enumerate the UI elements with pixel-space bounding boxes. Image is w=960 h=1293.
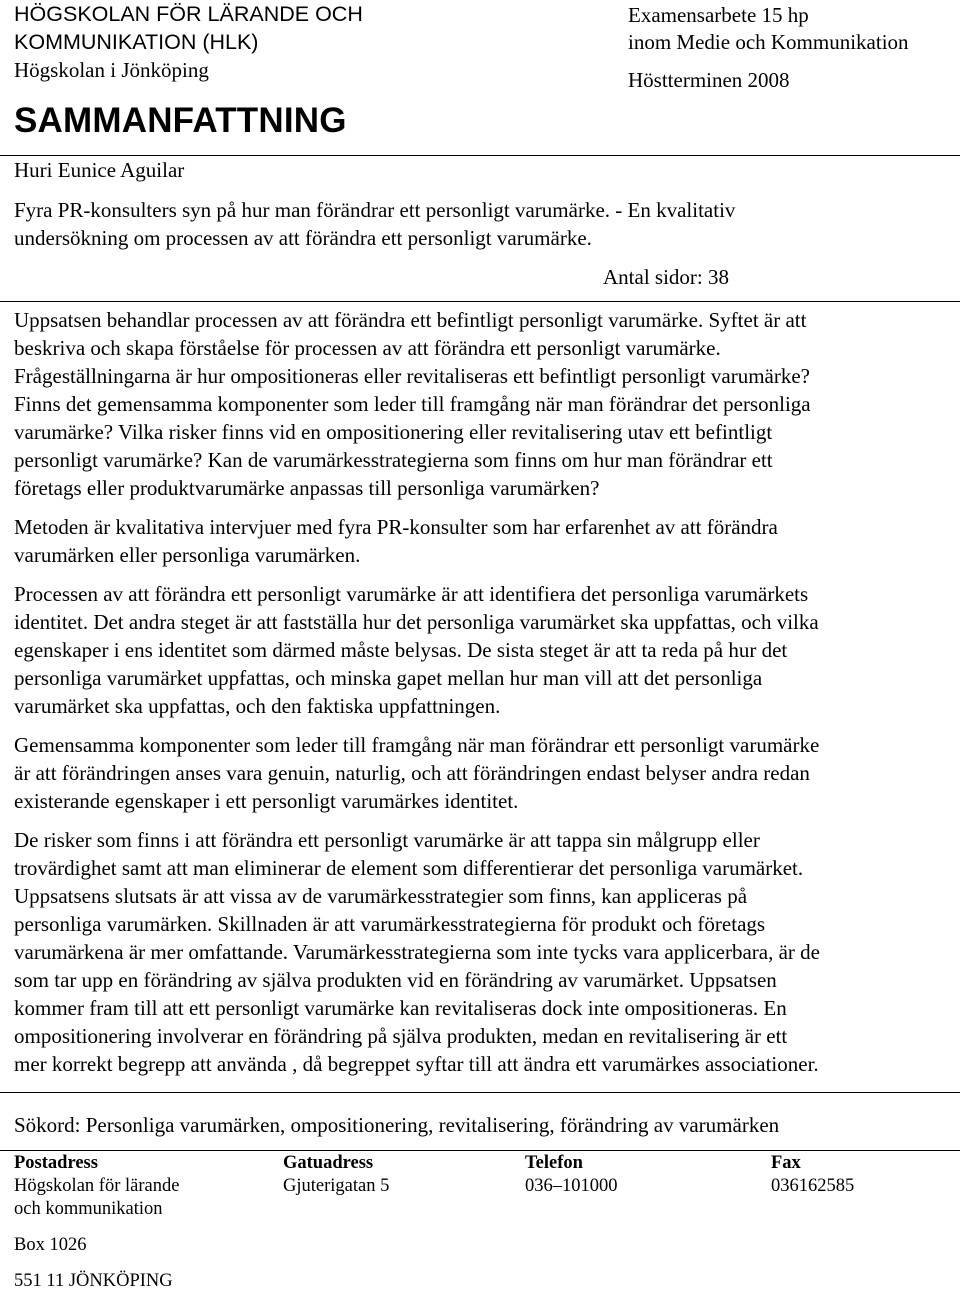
phone bbox=[525, 1152, 618, 1198]
thesis-title-line: undersökning om processen av att förändra ett personligt varumärke. bbox=[14, 226, 592, 250]
text-line: existerande egenskaper i ett personligt varumärkes identitet. bbox=[14, 789, 519, 813]
abstract-paragraph-process bbox=[14, 580, 954, 720]
keywords: Sökord: Personliga varumärken, ompositionering, revitalisering, förändring av varumärken bbox=[14, 1113, 780, 1137]
thesis-info-block bbox=[628, 2, 909, 94]
text-line: Gemensamma komponenter som leder till framgång när man förändrar ett personligt varumärke bbox=[14, 733, 820, 757]
fax bbox=[771, 1152, 854, 1198]
text-line: varumärkena är mer omfattande. Varumärkesstrategierna som inte tycks vara applicerbara, är de bbox=[14, 940, 820, 964]
text-line: Uppsatsen behandlar processen av att förändra ett befintligt personligt varumärke. Syftet är att bbox=[14, 308, 807, 332]
text-line: varumärket ska uppfattas, och den faktiska uppfattningen. bbox=[14, 694, 501, 718]
text-line: mer korrekt begrepp att använda , då begreppet syftar till att ändra ett varumärkes associationer. bbox=[14, 1052, 819, 1076]
text-line: egenskaper i ens identitet som därmed måste belysas. De sista steget är att ta reda på hur det bbox=[14, 638, 788, 662]
thesis-field: inom Medie och Kommunikation bbox=[628, 30, 909, 54]
text-line: personligt varumärke? Kan de varumärkesstrategierna som finns om hur man förändrar ett bbox=[14, 448, 773, 472]
abstract-paragraph-method bbox=[14, 513, 954, 569]
text-line: varumärke? Vilka risker finns vid en ompositionering eller revitalisering utav ett befintligt bbox=[14, 420, 773, 444]
text-line: Uppsatsens slutsats är att vissa av de varumärkesstrategier som finns, kan appliceras på bbox=[14, 884, 748, 908]
text-line: personliga varumärket uppfattas, och minska gapet mellan hur man vill att det personliga bbox=[14, 666, 763, 690]
page-count: Antal sidor: 38 bbox=[603, 265, 729, 289]
text-line: är att förändringen anses vara genuin, naturlig, och att förändringen endast belyser andra redan bbox=[14, 761, 810, 785]
text-line: kommer fram till att ett personligt varumärke kan revitaliseras dock inte ompositioneras. En bbox=[14, 996, 787, 1020]
thesis-type: Examensarbete 15 hp bbox=[628, 3, 809, 27]
text-line: företags eller produktvarumärke anpassas till personliga varumärken? bbox=[14, 476, 600, 500]
street-address-value: Gjuterigatan 5 bbox=[283, 1176, 390, 1196]
postal-city: 551 11 JÖNKÖPING bbox=[14, 1271, 173, 1291]
text-line: beskriva och skapa förståelse för processen av att förändra ett personligt varumärke. bbox=[14, 336, 721, 360]
divider-footer bbox=[0, 1150, 960, 1151]
text-line: trovärdighet samt att man eliminerar de element som differentierar det personliga varumärket. bbox=[14, 856, 804, 880]
fax-heading: Fax bbox=[771, 1153, 801, 1173]
institution-block bbox=[14, 0, 363, 84]
thesis-title bbox=[14, 196, 735, 252]
text-line: Processen av att förändra ett personligt varumärke är att identifiera det personliga varumärkets bbox=[14, 582, 809, 606]
divider-keywords bbox=[0, 1092, 960, 1093]
text-line: varumärken eller personliga varumärken. bbox=[14, 543, 361, 567]
text-line: identitet. Det andra steget är att fastställa hur det personliga varumärket ska uppfattas, och vilka bbox=[14, 610, 819, 634]
abstract-paragraph-purpose bbox=[14, 306, 954, 502]
institution-name-line-2: KOMMUNIKATION (HLK) bbox=[14, 30, 259, 54]
divider-top bbox=[0, 155, 960, 156]
institution-name-line-1: HÖGSKOLAN FÖR LÄRANDE OCH bbox=[14, 2, 363, 26]
thesis-title-line: Fyra PR-konsulters syn på hur man förändrar ett personligt varumärke. - En kvalitativ bbox=[14, 198, 736, 222]
abstract-body bbox=[14, 306, 954, 1089]
postal-address-heading: Postadress bbox=[14, 1153, 98, 1173]
divider-abstract bbox=[0, 301, 960, 302]
university-name: Högskolan i Jönköping bbox=[14, 58, 209, 82]
fax-value: 036162585 bbox=[771, 1176, 855, 1196]
postal-address bbox=[14, 1152, 179, 1293]
postal-box: Box 1026 bbox=[14, 1235, 87, 1255]
postal-address-line: och kommunikation bbox=[14, 1199, 163, 1219]
street-address-heading: Gatuadress bbox=[283, 1153, 374, 1173]
postal-address-line: Högskolan för lärande bbox=[14, 1176, 180, 1196]
text-line: Metoden är kvalitativa intervjuer med fyra PR-konsulter som har erfarenhet av att förändra bbox=[14, 515, 778, 539]
phone-value: 036–101000 bbox=[525, 1176, 618, 1196]
text-line: ompositionering involverar en förändring på själva produkten, medan en revitalisering är ett bbox=[14, 1024, 788, 1048]
text-line: personliga varumärken. Skillnaden är att varumärkesstrategierna för produkt och företags bbox=[14, 912, 766, 936]
term: Höstterminen 2008 bbox=[628, 68, 790, 92]
abstract-paragraph-risks-conclusion bbox=[14, 826, 954, 1078]
street-address bbox=[283, 1152, 389, 1198]
text-line: Finns det gemensamma komponenter som leder till framgång när man förändrar det personliga bbox=[14, 392, 811, 416]
phone-heading: Telefon bbox=[525, 1153, 583, 1173]
page-title: SAMMANFATTNING bbox=[14, 101, 347, 140]
author-name: Huri Eunice Aguilar bbox=[14, 158, 185, 182]
text-line: De risker som finns i att förändra ett personligt varumärke är att tappa sin målgrupp eller bbox=[14, 828, 760, 852]
text-line: som tar upp en förändring av själva produkten vid en förändring av varumärket. Uppsatsen bbox=[14, 968, 777, 992]
abstract-paragraph-components bbox=[14, 731, 954, 815]
text-line: Frågeställningarna är hur ompositioneras eller revitaliseras ett befintligt personligt varumärke? bbox=[14, 364, 810, 388]
